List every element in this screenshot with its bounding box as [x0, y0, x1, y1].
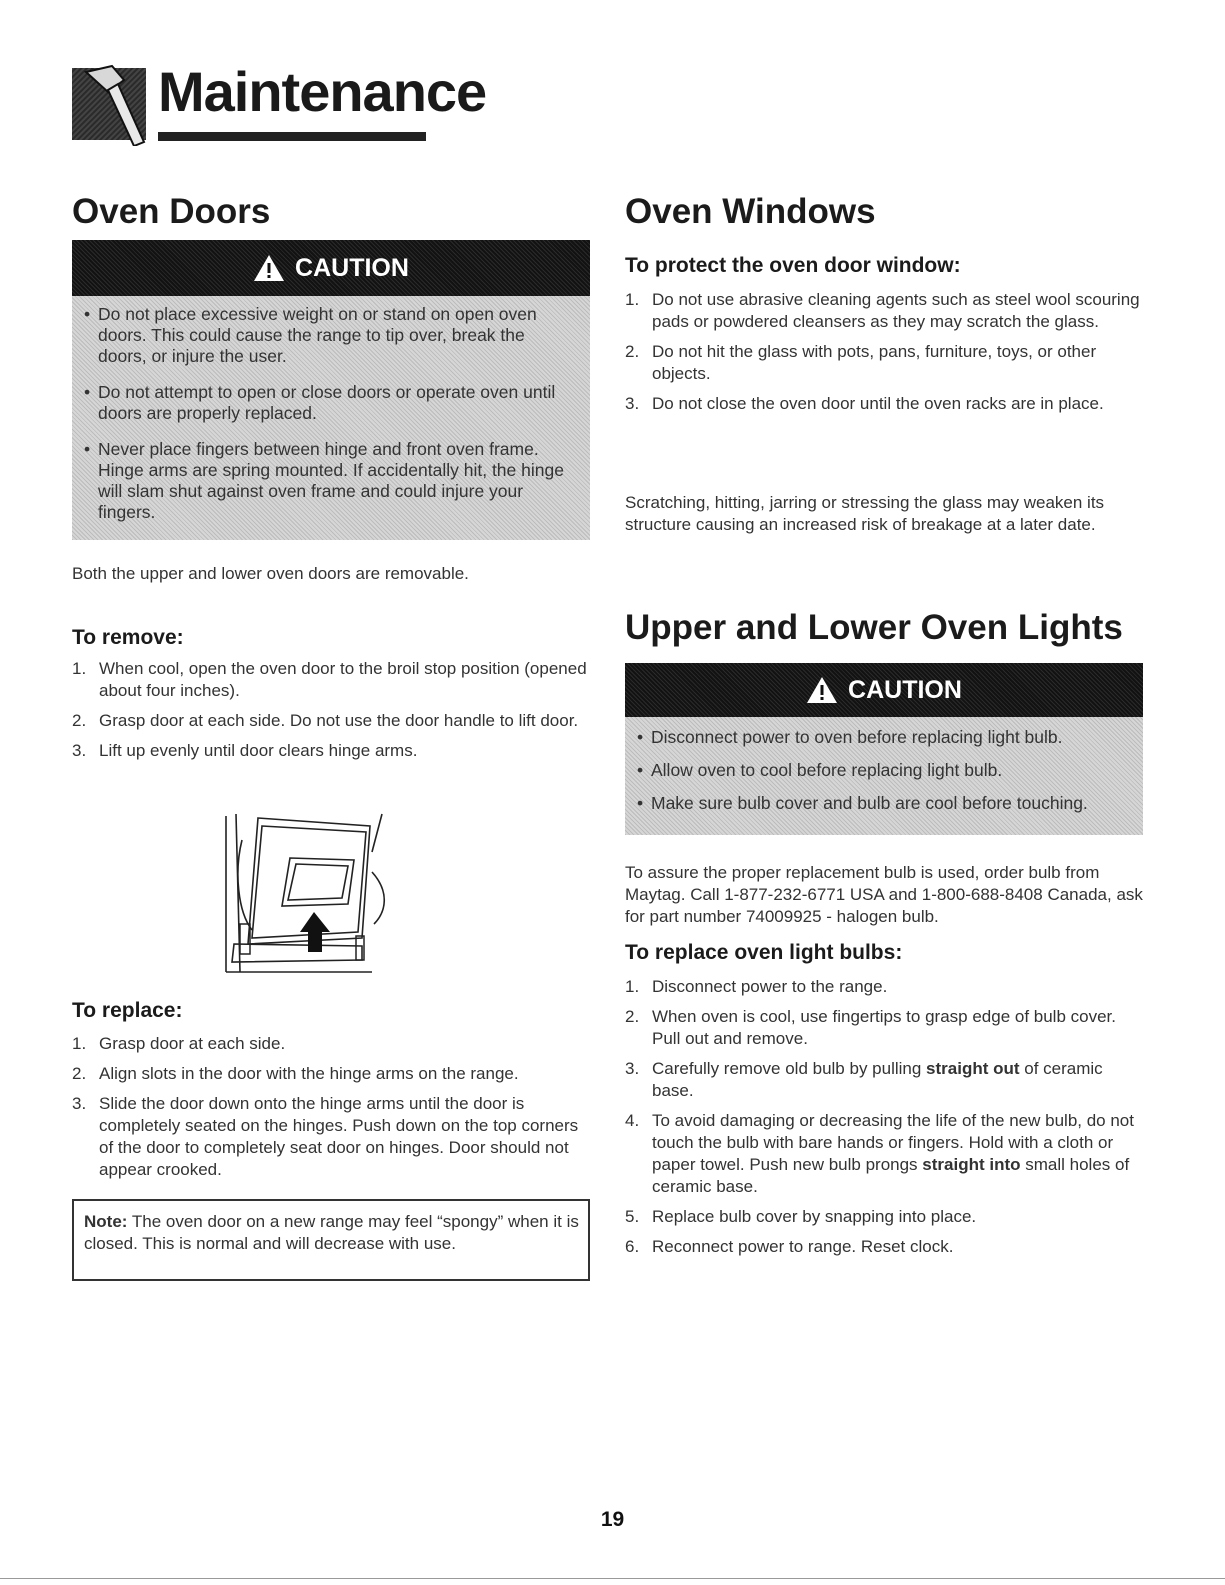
- list-item: 1. Do not use abrasive cleaning agents such as steel wool scouring pads or powdered cleansers as they may scratch the glass.: [625, 290, 1140, 331]
- warning-icon: [253, 254, 285, 282]
- caution-list: [637, 727, 1129, 814]
- note-label: Note:: [84, 1212, 128, 1231]
- list-item: 3. Carefully remove old bulb by pulling straight out of ceramic base.: [625, 1059, 1103, 1100]
- protect-window-heading: To protect the oven door window:: [625, 254, 961, 277]
- list-item: 1. Disconnect power to the range.: [625, 977, 888, 996]
- hammer-icon: [72, 62, 150, 146]
- note-box: [72, 1199, 590, 1281]
- caution-item: • Disconnect power to oven before replacing light bulb.: [637, 727, 1129, 748]
- remove-steps: [72, 658, 592, 770]
- doors-removable-text: Both the upper and lower oven doors are removable.: [72, 564, 469, 583]
- oven-lights-caution-box: [625, 663, 1143, 835]
- list-item: 4. To avoid damaging or decreasing the life of the new bulb, do not touch the bulb with bare hands or fingers. Hold with a cloth or paper towel. Push new bulb prongs straight into small holes of ceramic base.: [625, 1111, 1134, 1196]
- caution-header: [625, 663, 1143, 717]
- caution-item: • Make sure bulb cover and bulb are cool before touching.: [637, 793, 1129, 814]
- caution-item: • Never place fingers between hinge and front oven frame. Hinge arms are spring mounted. If accidentally hit, the hinge will slam shut against oven frame and could injure your fingers.: [84, 439, 576, 523]
- caution-item: • Do not attempt to open or close doors or operate oven until doors are properly replaced.: [84, 382, 576, 424]
- list-item: 3. Slide the door down onto the hinge arms until the door is completely seated on the hinges. Push down on the top corners of the door to completely seat door on hinges. Door should not appear crooked.: [72, 1094, 579, 1179]
- replace-bulbs-heading: To replace oven light bulbs:: [625, 941, 903, 964]
- glass-warning-text: Scratching, hitting, jarring or stressing the glass may weaken its structure causing an increased risk of breakage at a later date.: [625, 493, 1105, 534]
- oven-lights-heading: Upper and Lower Oven Lights: [625, 608, 1123, 647]
- replacement-bulb-text: To assure the proper replacement bulb is used, order bulb from Maytag. Call 1-877-232-6771 USA and 1-800-688-8408 Canada, ask for part number 74009925 - halogen bulb.: [625, 863, 1143, 926]
- oven-windows-heading: Oven Windows: [625, 192, 876, 231]
- page-title: Maintenance: [158, 60, 487, 123]
- to-replace-heading: To replace:: [72, 999, 183, 1022]
- list-item: 6. Reconnect power to range. Reset clock.: [625, 1237, 954, 1256]
- oven-doors-heading: Oven Doors: [72, 192, 271, 231]
- list-item: 1. Grasp door at each side.: [72, 1034, 286, 1053]
- list-item: 2. Align slots in the door with the hinge arms on the range.: [72, 1064, 519, 1083]
- page-number: 19: [600, 1508, 625, 1531]
- oven-doors-caution-box: [72, 240, 590, 540]
- caution-list: [84, 304, 576, 538]
- list-item: 2. Do not hit the glass with pots, pans, furniture, toys, or other objects.: [625, 342, 1097, 383]
- replace-steps: [72, 1033, 580, 1189]
- list-item: 3. Lift up evenly until door clears hinge arms.: [72, 741, 418, 760]
- note-text: Note: The oven door on a new range may feel “spongy” when it is closed. This is normal and will decrease with use.: [84, 1212, 579, 1253]
- bulb-steps: [625, 976, 1145, 1266]
- list-item: 2. When oven is cool, use fingertips to grasp edge of bulb cover. Pull out and remove.: [625, 1007, 1116, 1048]
- warning-icon: [806, 676, 838, 704]
- caution-title: CAUTION: [295, 253, 409, 282]
- list-item: 1. When cool, open the oven door to the broil stop position (opened about four inches).: [72, 659, 587, 700]
- caution-header: [72, 240, 590, 296]
- window-steps: [625, 289, 1145, 423]
- list-item: 5. Replace bulb cover by snapping into place.: [625, 1207, 977, 1226]
- caution-title: CAUTION: [848, 675, 962, 704]
- to-remove-heading: To remove:: [72, 626, 184, 649]
- oven-door-removal-illustration: [222, 812, 392, 977]
- caution-item: • Allow oven to cool before replacing light bulb.: [637, 760, 1129, 781]
- caution-item: • Do not place excessive weight on or stand on open oven doors. This could cause the range to tip over, break the doors, or injure the user.: [84, 304, 576, 367]
- footer-divider: [0, 1578, 1225, 1579]
- title-underline: [158, 132, 426, 141]
- list-item: 2. Grasp door at each side. Do not use the door handle to lift door.: [72, 711, 579, 730]
- list-item: 3. Do not close the oven door until the oven racks are in place.: [625, 394, 1104, 413]
